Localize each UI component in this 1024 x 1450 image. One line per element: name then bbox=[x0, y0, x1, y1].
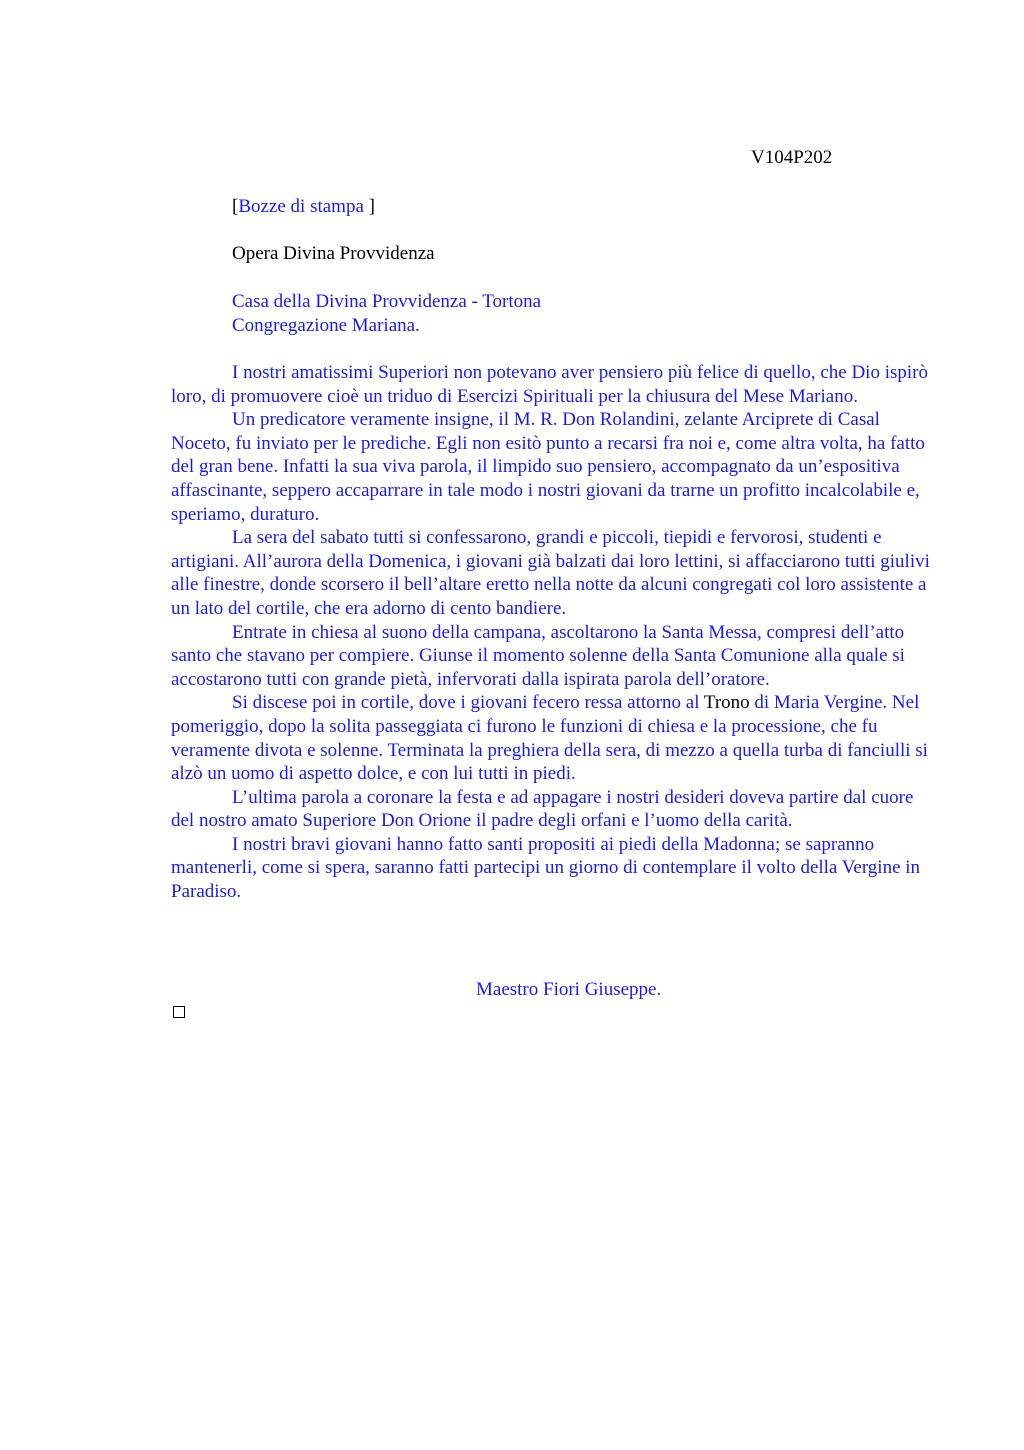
bracket-close: ] bbox=[363, 196, 375, 217]
document-code: V104P202 bbox=[751, 147, 833, 168]
bracket-open: [ bbox=[232, 196, 239, 217]
paragraph-5-start: Si discese poi in cortile, dove i giovani fecero ressa attorno al bbox=[232, 692, 704, 714]
paragraph-7: I nostri bravi giovani hanno fatto santi propositi ai piedi della Madonna; se sapranno mantenerli, come si spera, saranno fatti partecipi un giorno di contemplare il volto della Vergine in Paradiso. bbox=[171, 833, 921, 903]
paragraph-4: Entrate in chiesa al suono della campana, ascoltarono la Santa Messa, compresi dell’atto santo che stavano per compiere. Giunse il momento solenne della Santa Comunione alla quale si accostarono tutti con grande pietà, infervorati dalla ispirata parola dell’oratore. bbox=[171, 621, 905, 690]
paragraph-6: L’ultima parola a coronare la festa e ad appagare i nostri desideri doveva partire dal cuore del nostro amato Superiore Don Orione il padre degli orfani e l’uomo della carità. bbox=[171, 786, 914, 832]
congregazione-heading: Congregazione Mariana. bbox=[232, 315, 420, 336]
paragraph-3: La sera del sabato tutti si confessarono, grandi e piccoli, tiepidi e fervorosi, studenti e artigiani. All’aurora della Domenica, i giovani già balzati dai loro lettini, si affacciarono tutti giulivi alle finestre, donde scorsero il bell’altare eretto nella notte da alcuni congregati col loro assistente a un lato del cortile, che era adorno di cento bandiere. bbox=[171, 527, 930, 619]
paragraph-2: Un predicatore veramente insigne, il M. R. Don Rolandini, zelante Arciprete di Casal Noceto, fu inviato per le prediche. Egli non esitò punto a recarsi fra noi e, come altra volta, ha fatto del gran bene. Infatti la sua viva parola, il limpido suo pensiero, accompagnato da un’espositiva affascinante, seppero accaparrare in tale modo i nostri giovani da trarne un profitto incalcolabile e, speriamo, duraturo. bbox=[171, 409, 925, 525]
paragraph-5 bbox=[171, 691, 931, 785]
casa-heading: Casa della Divina Provvidenza - Tortona bbox=[232, 291, 542, 312]
trono-word: Trono bbox=[703, 692, 750, 714]
square-outline-icon bbox=[173, 1006, 185, 1018]
paragraph-1: I nostri amatissimi Superiori non potevano aver pensiero più felice di quello, che Dio ispirò loro, di promuovere cioè un triduo di Esercizi Spirituali per la chiusura del Mese Mariano. bbox=[171, 362, 928, 407]
article-body bbox=[171, 361, 931, 904]
signature: Maestro Fiori Giuseppe. bbox=[476, 979, 662, 1000]
opera-title: Opera Divina Provvidenza bbox=[232, 243, 435, 264]
draft-note bbox=[232, 195, 375, 219]
paragraph-5-end: di Maria Vergine. Nel pomeriggio, dopo la solita passeggiata ci furono le funzioni di chiesa e la processione, che fu veramente divota e solenne. Terminata la preghiera della sera, di mezzo a quella turba di fanciulli si alzò un uomo di aspetto dolce, e con lui tutti in piedi. bbox=[171, 692, 928, 785]
bozze-label: Bozze di stampa bbox=[238, 196, 364, 217]
